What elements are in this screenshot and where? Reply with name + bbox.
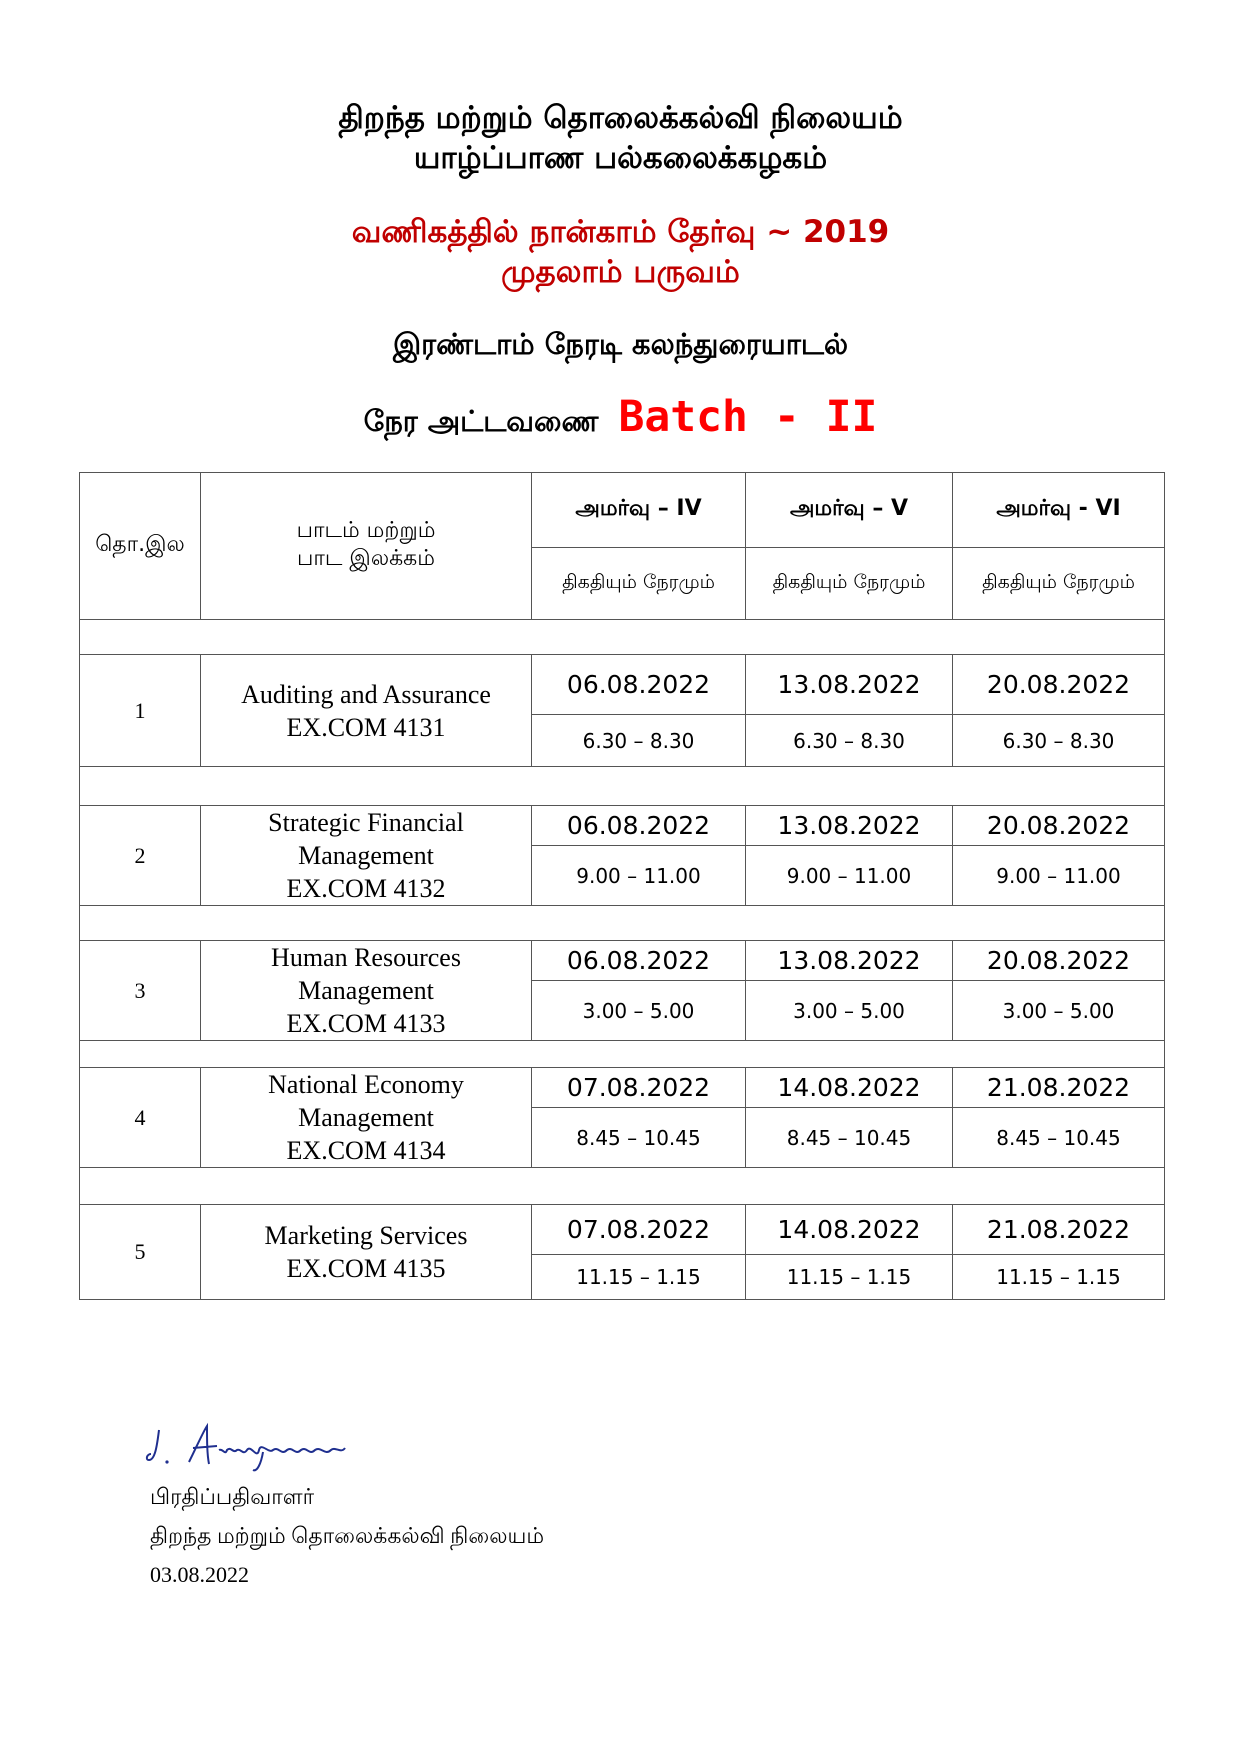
session-time: 6.30 – 8.30	[953, 715, 1165, 767]
subject-line: Management	[298, 1103, 434, 1132]
signature-date: 03.08.2022	[150, 1562, 249, 1587]
col-header-session-4: அமர்வு – IV	[532, 473, 746, 548]
session-time: 6.30 – 8.30	[746, 715, 953, 767]
separator-row	[80, 1168, 1165, 1205]
session-date: 13.08.2022	[746, 655, 953, 715]
session-date: 20.08.2022	[953, 806, 1165, 846]
session-date: 20.08.2022	[953, 941, 1165, 981]
serial-number: 5	[80, 1205, 201, 1300]
col-header-subject-line1: பாடம் மற்றும்	[296, 518, 436, 543]
separator-cell	[80, 1168, 1165, 1205]
session-time: 3.00 – 5.00	[953, 981, 1165, 1041]
subject-cell	[201, 1205, 532, 1300]
subject-line: Auditing and Assurance	[241, 679, 491, 709]
subject-line: Strategic Financial	[268, 808, 464, 837]
subject-line: EX.COM 4135	[286, 1254, 446, 1283]
session-time: 11.15 – 1.15	[746, 1255, 953, 1300]
col-header-no: தொ.இல	[80, 473, 201, 620]
session-time: 9.00 – 11.00	[746, 846, 953, 906]
subject-line: Marketing Services	[264, 1221, 468, 1250]
session-time: 11.15 – 1.15	[532, 1255, 746, 1300]
subject-cell	[201, 655, 532, 767]
separator-row	[80, 1041, 1165, 1068]
batch-label: Batch - II	[618, 392, 878, 442]
session-time: 11.15 – 1.15	[953, 1255, 1165, 1300]
session-date: 13.08.2022	[746, 806, 953, 846]
subject-cell	[201, 1068, 532, 1168]
separator-cell	[80, 620, 1165, 655]
timetable-heading	[0, 392, 1241, 442]
subject-line: National Economy	[268, 1070, 464, 1099]
session-date: 06.08.2022	[532, 806, 746, 846]
col-header-subject-line2: பாட இலக்கம்	[297, 546, 435, 571]
schedule-table	[79, 472, 1165, 1300]
subject-cell	[201, 806, 532, 906]
date-time-label-5: திகதியும் நேரமும்	[746, 548, 953, 620]
session-date: 21.08.2022	[953, 1205, 1165, 1255]
session-date: 13.08.2022	[746, 941, 953, 981]
table-row	[80, 1068, 1165, 1108]
session-date: 14.08.2022	[746, 1205, 953, 1255]
separator-cell	[80, 906, 1165, 941]
session-date: 07.08.2022	[532, 1205, 746, 1255]
session-time: 8.45 – 10.45	[953, 1108, 1165, 1168]
session-time: 8.45 – 10.45	[532, 1108, 746, 1168]
subject-cell	[201, 941, 532, 1041]
subject-line: EX.COM 4131	[286, 712, 446, 742]
session-date: 06.08.2022	[532, 655, 746, 715]
serial-number: 2	[80, 806, 201, 906]
date-time-label-4: திகதியும் நேரமும்	[532, 548, 746, 620]
university-name: யாழ்ப்பாண பல்கலைக்கழகம்	[413, 140, 828, 176]
session-time: 8.45 – 10.45	[746, 1108, 953, 1168]
session-date: 07.08.2022	[532, 1068, 746, 1108]
separator-row	[80, 906, 1165, 941]
session-time: 9.00 – 11.00	[532, 846, 746, 906]
session-time: 3.00 – 5.00	[746, 981, 953, 1041]
col-header-session-5: அமர்வு – V	[746, 473, 953, 548]
signer-office: திறந்த மற்றும் தொலைக்கல்வி நிலையம்	[150, 1523, 545, 1548]
subject-line: EX.COM 4133	[286, 1009, 446, 1038]
table-row	[80, 941, 1165, 981]
session-date: 14.08.2022	[746, 1068, 953, 1108]
col-header-session-6: அமர்வு - VI	[953, 473, 1165, 548]
header-row	[80, 473, 1165, 548]
table-row	[80, 1205, 1165, 1255]
separator-row	[80, 767, 1165, 806]
table-row	[80, 806, 1165, 846]
timetable-label: நேர அட்டவணை	[363, 404, 599, 438]
serial-number: 4	[80, 1068, 201, 1168]
institution-name: திறந்த மற்றும் தொலைக்கல்வி நிலையம்	[338, 100, 903, 136]
table-row	[80, 655, 1165, 715]
subject-line: Management	[298, 976, 434, 1005]
serial-number: 1	[80, 655, 201, 767]
session-time: 3.00 – 5.00	[532, 981, 746, 1041]
session-date: 20.08.2022	[953, 655, 1165, 715]
subject-line: Management	[298, 841, 434, 870]
date-time-label-6: திகதியும் நேரமும்	[953, 548, 1165, 620]
subject-line: EX.COM 4132	[286, 874, 446, 903]
exam-semester: முதலாம் பருவம்	[501, 254, 740, 290]
exam-title: வணிகத்தில் நான்காம் தேர்வு ~ 2019	[351, 214, 890, 250]
signer-title: பிரதிப்பதிவாளர்	[150, 1484, 315, 1509]
serial-number: 3	[80, 941, 201, 1041]
separator-cell	[80, 1041, 1165, 1068]
discussion-title: இரண்டாம் நேரடி கலந்துரையாடல்	[392, 327, 849, 361]
session-time: 6.30 – 8.30	[532, 715, 746, 767]
session-date: 21.08.2022	[953, 1068, 1165, 1108]
session-time: 9.00 – 11.00	[953, 846, 1165, 906]
separator-cell	[80, 767, 1165, 806]
col-header-subject	[201, 473, 532, 620]
separator-row	[80, 620, 1165, 655]
session-date: 06.08.2022	[532, 941, 746, 981]
subject-line: EX.COM 4134	[286, 1136, 446, 1165]
subject-line: Human Resources	[271, 943, 461, 972]
signature-image	[145, 1420, 405, 1480]
